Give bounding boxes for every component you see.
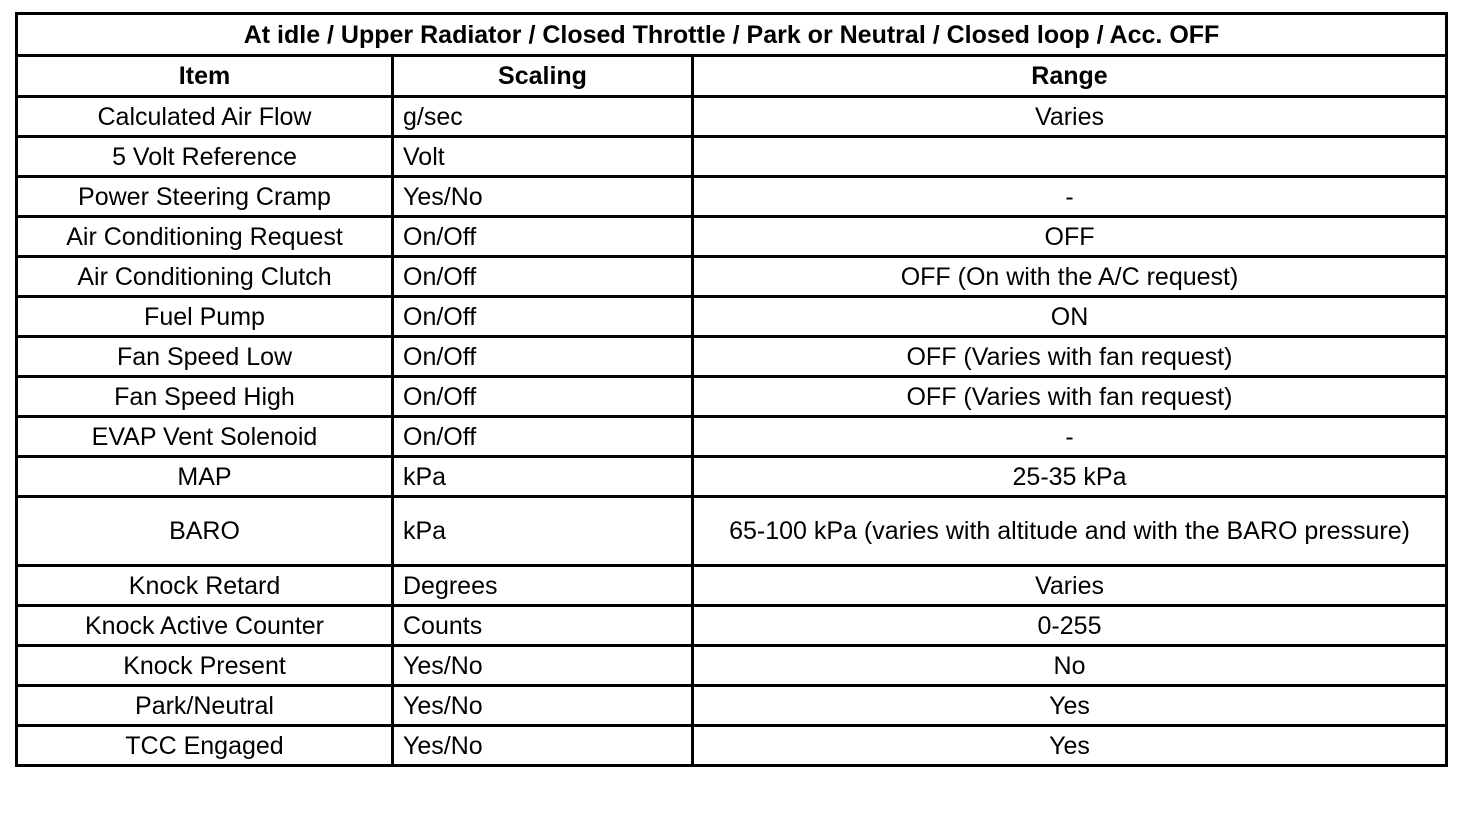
scaling-cell: Yes/No <box>393 726 693 766</box>
table-row <box>17 217 1447 257</box>
scaling-cell: Yes/No <box>393 646 693 686</box>
range-cell: 65-100 kPa (varies with altitude and with the BARO pressure) <box>693 497 1447 566</box>
item-cell: MAP <box>17 457 393 497</box>
range-cell: ON <box>693 297 1447 337</box>
item-cell: Fan Speed Low <box>17 337 393 377</box>
table-row <box>17 457 1447 497</box>
table-row <box>17 606 1447 646</box>
scaling-cell: Volt <box>393 137 693 177</box>
table-row <box>17 646 1447 686</box>
range-cell: OFF (Varies with fan request) <box>693 377 1447 417</box>
scaling-cell: g/sec <box>393 97 693 137</box>
item-cell: 5 Volt Reference <box>17 137 393 177</box>
scaling-cell: Degrees <box>393 566 693 606</box>
table-row <box>17 377 1447 417</box>
item-cell: Calculated Air Flow <box>17 97 393 137</box>
table-row <box>17 257 1447 297</box>
item-cell: EVAP Vent Solenoid <box>17 417 393 457</box>
table-header-row <box>17 56 1447 97</box>
spec-sheet <box>15 12 1445 767</box>
range-cell: - <box>693 177 1447 217</box>
header-scaling: Scaling <box>393 56 693 97</box>
scaling-cell: On/Off <box>393 217 693 257</box>
scaling-cell: kPa <box>393 457 693 497</box>
item-cell: Air Conditioning Request <box>17 217 393 257</box>
scaling-cell: On/Off <box>393 417 693 457</box>
scaling-cell: On/Off <box>393 297 693 337</box>
table-row <box>17 686 1447 726</box>
table-caption: At idle / Upper Radiator / Closed Throttle / Park or Neutral / Closed loop / Acc. OFF <box>17 14 1447 56</box>
table-row <box>17 726 1447 766</box>
range-cell <box>693 137 1447 177</box>
table-row <box>17 497 1447 566</box>
item-cell: Knock Retard <box>17 566 393 606</box>
scan-data-table <box>15 12 1448 767</box>
range-cell: Varies <box>693 97 1447 137</box>
table-row <box>17 337 1447 377</box>
scaling-cell: Counts <box>393 606 693 646</box>
range-cell: OFF (On with the A/C request) <box>693 257 1447 297</box>
item-cell: Knock Active Counter <box>17 606 393 646</box>
scaling-cell: On/Off <box>393 337 693 377</box>
range-cell: Yes <box>693 726 1447 766</box>
item-cell: Air Conditioning Clutch <box>17 257 393 297</box>
item-cell: Fan Speed High <box>17 377 393 417</box>
range-cell: Yes <box>693 686 1447 726</box>
header-range: Range <box>693 56 1447 97</box>
range-cell: OFF <box>693 217 1447 257</box>
table-row <box>17 177 1447 217</box>
range-cell: OFF (Varies with fan request) <box>693 337 1447 377</box>
scaling-cell: On/Off <box>393 257 693 297</box>
range-cell: 0-255 <box>693 606 1447 646</box>
item-cell: Park/Neutral <box>17 686 393 726</box>
table-row <box>17 297 1447 337</box>
table-row <box>17 137 1447 177</box>
item-cell: TCC Engaged <box>17 726 393 766</box>
scaling-cell: kPa <box>393 497 693 566</box>
table-caption-row <box>17 14 1447 56</box>
table-row <box>17 97 1447 137</box>
item-cell: Knock Present <box>17 646 393 686</box>
scaling-cell: Yes/No <box>393 177 693 217</box>
item-cell: BARO <box>17 497 393 566</box>
range-cell: 25-35 kPa <box>693 457 1447 497</box>
table-row <box>17 566 1447 606</box>
item-cell: Power Steering Cramp <box>17 177 393 217</box>
range-cell: Varies <box>693 566 1447 606</box>
item-cell: Fuel Pump <box>17 297 393 337</box>
scaling-cell: Yes/No <box>393 686 693 726</box>
table-row <box>17 417 1447 457</box>
scaling-cell: On/Off <box>393 377 693 417</box>
range-cell: - <box>693 417 1447 457</box>
header-item: Item <box>17 56 393 97</box>
range-cell: No <box>693 646 1447 686</box>
